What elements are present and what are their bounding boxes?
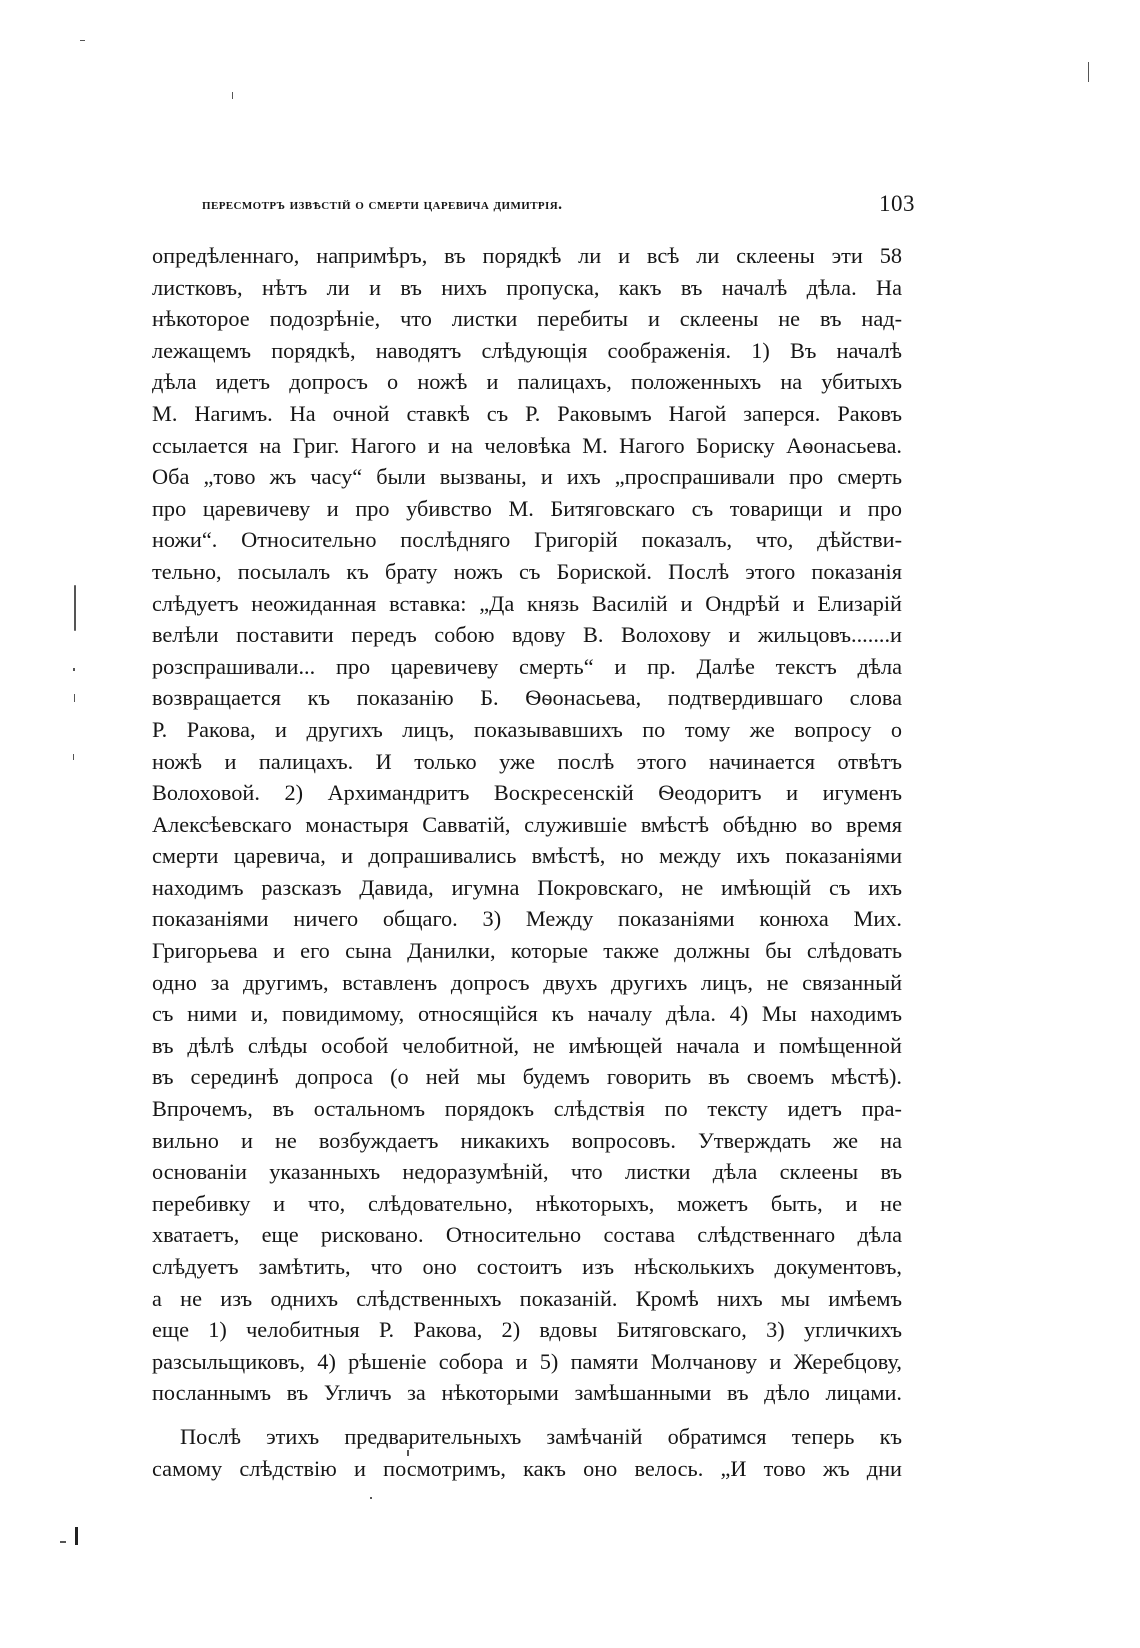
text-line: тельно, посылалъ къ брату ножъ съ Бориской. Послѣ этого показанія	[152, 558, 902, 584]
text-line: розспрашивали... про царевичеву смерть“ и пр. Далѣе текстъ дѣла	[152, 653, 902, 679]
text-line: листковъ, нѣтъ ли и въ нихъ пропуска, какъ въ началѣ дѣла. На	[152, 274, 902, 300]
text-line: лежащемъ порядкѣ, наводятъ слѣдующія соображенія. 1) Въ началѣ	[152, 337, 902, 363]
scan-mark	[60, 1541, 66, 1543]
scan-mark	[73, 668, 75, 671]
text-line: нѣкоторое подозрѣніе, что листки перебиты и склеены не въ над-	[152, 306, 902, 332]
paragraph	[152, 1421, 902, 1484]
text-line: еще 1) челобитныя Р. Ракова, 2) вдовы Битяговскаго, 3) угличкихъ	[152, 1317, 902, 1343]
text-line: вильно и не возбуждаетъ никакихъ вопросовъ. Утверждать же на	[152, 1127, 902, 1153]
text-line: самому слѣдствію и посмотримъ, какъ оно велось. „И тово жъ дни	[152, 1455, 902, 1481]
text-line: Впрочемъ, въ остальномъ порядокъ слѣдствія по тексту идетъ пра-	[152, 1096, 902, 1122]
text-line: Волоховой. 2) Архимандритъ Воскресенскій Ѳеодоритъ и игуменъ	[152, 780, 902, 806]
text-line: слѣдуетъ неожиданная вставка: „Да князь Василій и Ондрѣй и Елизарій	[152, 590, 902, 616]
scan-mark	[232, 92, 233, 99]
text-line: ножѣ и палицахъ. И только уже послѣ этого начинается отвѣтъ	[152, 748, 902, 774]
text-line: а не изъ однихъ слѣдственныхъ показаній. Кромѣ нихъ мы имѣемъ	[152, 1285, 902, 1311]
paragraph-gap	[152, 1409, 902, 1421]
text-line: перебивку и что, слѣдовательно, нѣкоторыхъ, можетъ быть, и не	[152, 1190, 902, 1216]
text-line: про царевичеву и про убивство М. Битяговскаго съ товарищи и про	[152, 495, 902, 521]
scan-mark	[74, 585, 76, 631]
body-text	[152, 240, 902, 1484]
text-line: въ серединѣ допроса (о ней мы будемъ говорить въ своемъ мѣстѣ).	[152, 1064, 902, 1090]
running-title: пересмотръ извѣстій о смерти царевича димитрія.	[202, 196, 563, 213]
text-line: ссылается на Григ. Нагого и на человѣка М. Нагого Бориску Аѳонасьева.	[152, 432, 902, 458]
text-line: смерти царевича, и допрашивались вмѣстѣ, но между ихъ показаніями	[152, 843, 902, 869]
scan-mark	[73, 754, 74, 760]
text-line: Р. Ракова, и другихъ лицъ, показывавшихъ по тому же вопросу о	[152, 716, 902, 742]
running-head	[180, 191, 915, 224]
text-line: въ дѣлѣ слѣды особой челобитной, не имѣющей начала и помѣщенной	[152, 1032, 902, 1058]
text-line: Послѣ этихъ предварительныхъ замѣчаній обратимся теперь къ	[180, 1423, 902, 1449]
text-line: Григорьева и его сына Данилки, которые также должны бы слѣдовать	[152, 938, 902, 964]
text-line: находимъ разсказъ Давида, игумна Покровскаго, не имѣющій съ ихъ	[152, 874, 902, 900]
text-line: ножи“. Относительно послѣдняго Григорій показалъ, что, дѣйстви-	[152, 527, 902, 553]
text-line: посланнымъ въ Угличъ за нѣкоторыми замѣшанными въ дѣло лицами.	[152, 1380, 902, 1406]
text-line: М. Нагимъ. На очной ставкѣ съ Р. Раковымъ Нагой заперся. Раковъ	[152, 400, 902, 426]
scan-mark	[370, 1497, 372, 1499]
text-line: велѣли поставити передъ собою вдову В. Волохову и жильцовъ.......и	[152, 622, 902, 648]
text-line: возвращается къ показанію Б. Ѳѳонасьева, подтвердившаго слова	[152, 685, 902, 711]
scan-mark	[407, 1450, 409, 1456]
scan-mark	[80, 40, 85, 41]
page-number: 103	[879, 191, 915, 216]
text-line: слѣдуетъ замѣтить, что оно состоитъ изъ нѣсколькихъ документовъ,	[152, 1254, 902, 1279]
text-line: Оба „тово жъ часу“ были вызваны, и ихъ „проспрашивали про смерть	[152, 464, 902, 490]
text-line: основаніи указанныхъ недоразумѣній, что листки дѣла склеены въ	[152, 1159, 902, 1185]
text-line: Алексѣевскаго монастыря Савватій, служившіе вмѣстѣ обѣдню во время	[152, 811, 902, 837]
text-line: дѣла идетъ допросъ о ножѣ и палицахъ, положенныхъ на убитыхъ	[152, 369, 902, 395]
scan-mark	[74, 694, 75, 702]
scan-mark	[1088, 62, 1089, 82]
text-line: хватаетъ, еще рисковано. Относительно состава слѣдственнаго дѣла	[152, 1222, 902, 1248]
text-line: разсыльщиковъ, 4) рѣшеніе собора и 5) памяти Молчанову и Жеребцову,	[152, 1348, 902, 1374]
text-line: показаніями ничего общаго. 3) Между показаніями конюха Мих.	[152, 906, 902, 932]
text-line: съ ними и, повидимому, относящійся къ началу дѣла. 4) Мы находимъ	[152, 1001, 902, 1027]
scan-mark	[75, 1527, 78, 1545]
paragraph	[152, 240, 902, 1409]
text-line: одно за другимъ, вставленъ допросъ двухъ другихъ лицъ, не связанный	[152, 969, 902, 995]
text-line: опредѣленнаго, напримѣръ, въ порядкѣ ли и всѣ ли склеены эти 58	[152, 243, 902, 268]
